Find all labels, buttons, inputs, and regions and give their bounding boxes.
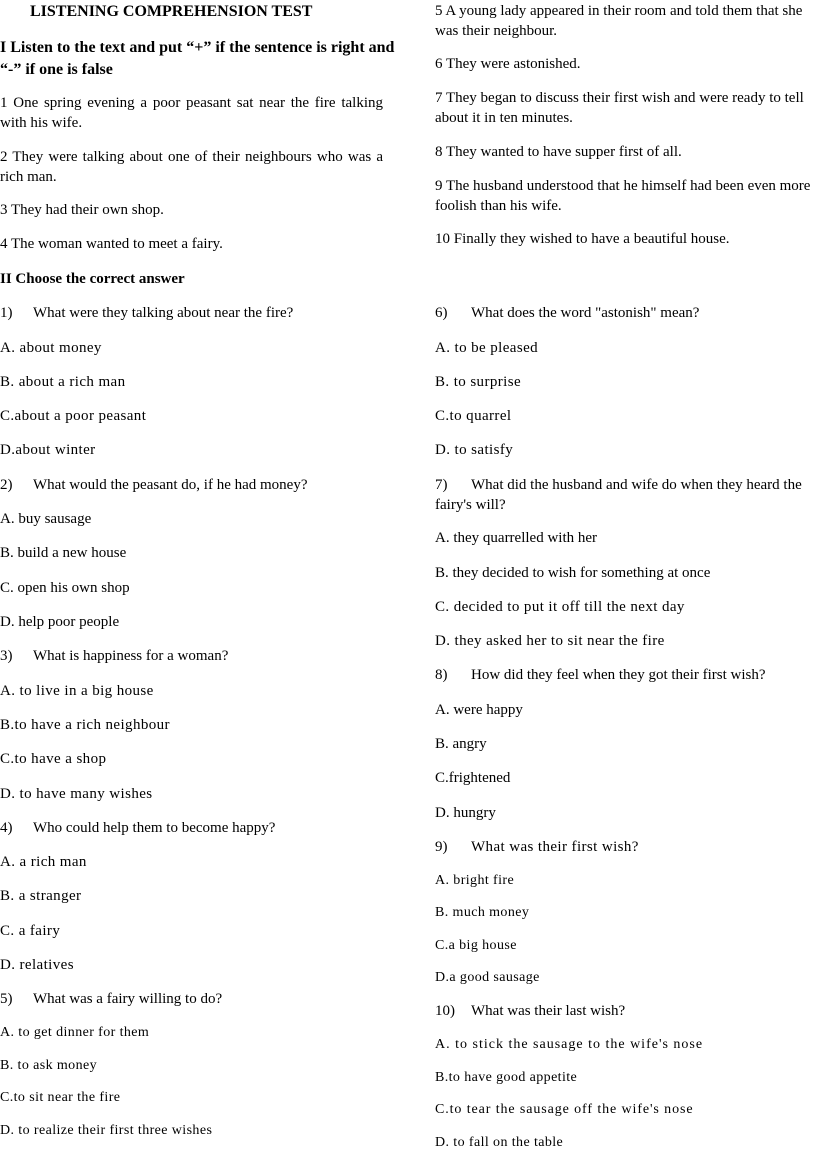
question-4-number: 4) — [0, 820, 13, 836]
q10-option-d: D. to fall on the table — [435, 1135, 564, 1150]
q1-option-c: C.about a poor peasant — [0, 408, 147, 424]
q2-option-d: D. help poor people — [0, 614, 120, 630]
question-10-text: What was their last wish? — [471, 1003, 626, 1019]
statement-8: 8 They wanted to have supper first of all. — [435, 144, 682, 160]
statement-9: 9 The husband understood that he himself had been even more foolish than his wife. — [435, 178, 811, 214]
q7-option-a: A. they quarrelled with her — [435, 530, 598, 546]
q8-option-c: C.frightened — [435, 770, 511, 786]
question-5-text: What was a fairy willing to do? — [33, 991, 223, 1007]
q1-option-b: B. about a rich man — [0, 374, 126, 390]
question-6-number: 6) — [435, 305, 448, 321]
q8-option-b: B. angry — [435, 736, 487, 752]
q10-option-a: A. to stick the sausage to the wife's nose — [435, 1037, 704, 1052]
statement-1: 1 One spring evening a poor peasant sat near the fire talking with his wife. — [0, 95, 383, 131]
q8-option-a: A. were happy — [435, 702, 523, 718]
q10-option-b: B.to have good appetite — [435, 1070, 578, 1085]
q10-option-c: C.to tear the sausage off the wife's nose — [435, 1102, 694, 1117]
q4-option-d: D. relatives — [0, 957, 74, 973]
question-1-text: What were they talking about near the fire? — [33, 305, 294, 321]
q2-option-a: A. buy sausage — [0, 511, 92, 527]
q7-option-b: B. they decided to wish for something at once — [435, 565, 711, 581]
part1-heading: I Listen to the text and put “+” if the sentence is right and “-” if one is false — [0, 39, 395, 78]
q5-option-d: D. to realize their first three wishes — [0, 1123, 213, 1138]
question-1-number: 1) — [0, 305, 13, 321]
q7-option-c: C. decided to put it off till the next day — [435, 599, 685, 615]
q9-option-b: B. much money — [435, 905, 530, 920]
question-5-number: 5) — [0, 991, 13, 1007]
question-4-text: Who could help them to become happy? — [33, 820, 276, 836]
question-6-text: What does the word "astonish" mean? — [471, 305, 700, 321]
q8-option-d: D. hungry — [435, 805, 496, 821]
question-8-number: 8) — [435, 667, 448, 683]
q3-option-b: B.to have a rich neighbour — [0, 717, 170, 733]
q3-option-d: D. to have many wishes — [0, 786, 153, 802]
q6-option-d: D. to satisfy — [435, 442, 514, 458]
q6-option-c: C.to quarrel — [435, 408, 512, 424]
question-3-text: What is happiness for a woman? — [33, 648, 229, 664]
q1-option-a: A. about money — [0, 340, 102, 356]
statement-5: 5 A young lady appeared in their room and told them that she was their neighbour. — [435, 3, 803, 39]
q4-option-c: C. a fairy — [0, 923, 61, 939]
statement-10: 10 Finally they wished to have a beautiful house. — [435, 231, 730, 247]
statement-4: 4 The woman wanted to meet a fairy. — [0, 236, 223, 252]
q1-option-d: D.about winter — [0, 442, 96, 458]
q6-option-a: A. to be pleased — [435, 340, 539, 356]
q9-option-c: C.a big house — [435, 938, 517, 953]
q5-option-a: A. to get dinner for them — [0, 1025, 150, 1040]
question-3-number: 3) — [0, 648, 13, 664]
question-9-number: 9) — [435, 839, 448, 855]
q3-option-c: C.to have a shop — [0, 751, 107, 767]
question-2-number: 2) — [0, 477, 13, 493]
question-7-number: 7) — [435, 477, 448, 493]
question-7-text: What did the husband and wife do when they heard the fairy's will? — [435, 477, 802, 513]
q5-option-b: B. to ask money — [0, 1058, 97, 1073]
q2-option-c: C. open his own shop — [0, 580, 130, 596]
q5-option-c: C.to sit near the fire — [0, 1090, 121, 1105]
statement-7: 7 They began to discuss their first wish and were ready to tell about it in ten minutes. — [435, 90, 804, 126]
q7-option-d: D. they asked her to sit near the fire — [435, 633, 665, 649]
question-8-text: How did they feel when they got their first wish? — [471, 667, 766, 683]
question-10-number: 10) — [435, 1003, 455, 1019]
q4-option-b: B. a stranger — [0, 888, 82, 904]
q3-option-a: A. to live in a big house — [0, 683, 154, 699]
question-9-text: What was their first wish? — [471, 839, 639, 855]
statement-2: 2 They were talking about one of their neighbours who was a rich man. — [0, 149, 383, 185]
q2-option-b: B. build a new house — [0, 545, 127, 561]
q4-option-a: A. a rich man — [0, 854, 87, 870]
page-title: LISTENING COMPREHENSION TEST — [30, 3, 313, 20]
statement-6: 6 They were astonished. — [435, 56, 581, 72]
q9-option-d: D.a good sausage — [435, 970, 540, 985]
q6-option-b: B. to surprise — [435, 374, 522, 390]
q9-option-a: A. bright fire — [435, 873, 515, 888]
part2-heading: II Choose the correct answer — [0, 271, 185, 287]
question-2-text: What would the peasant do, if he had money? — [33, 477, 308, 493]
statement-3: 3 They had their own shop. — [0, 202, 164, 218]
